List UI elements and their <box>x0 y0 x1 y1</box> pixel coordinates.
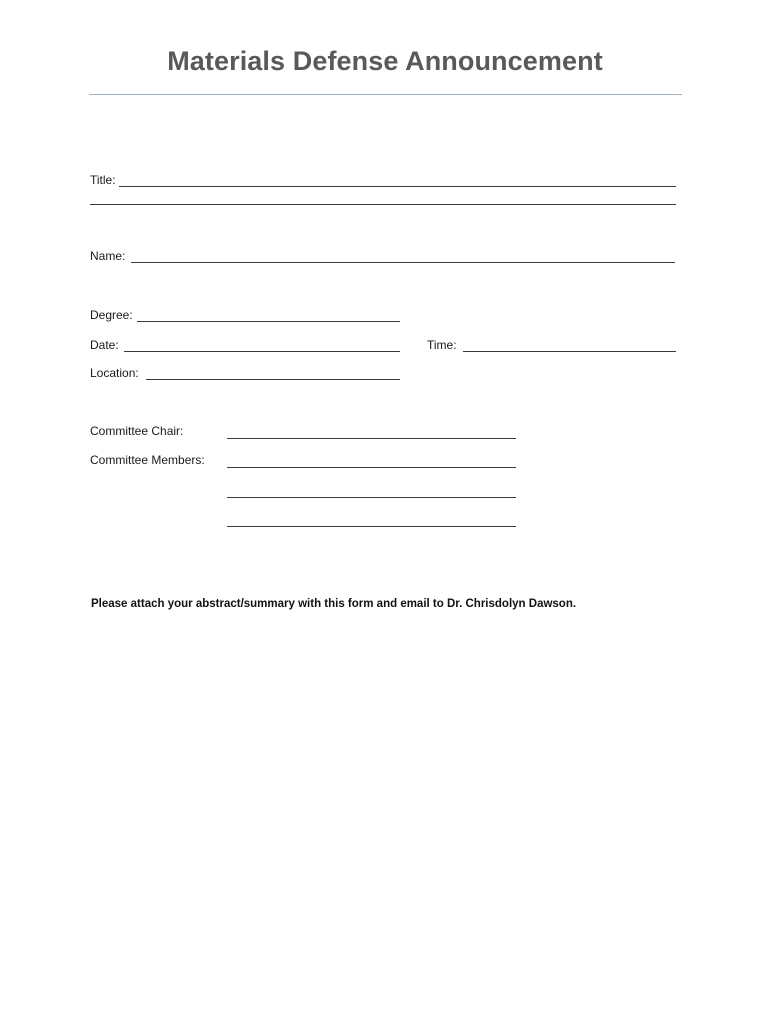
name-field-line[interactable] <box>131 262 675 263</box>
name-label: Name: <box>90 249 126 263</box>
time-label: Time: <box>427 338 457 352</box>
attachment-instructions: Please attach your abstract/summary with this form and email to Dr. Chrisdolyn Dawson. <box>91 598 577 610</box>
degree-label: Degree: <box>90 308 133 322</box>
location-label: Location: <box>90 366 139 380</box>
title-divider <box>89 94 682 95</box>
committee-member-field-line-1[interactable] <box>227 467 516 468</box>
committee-chair-label: Committee Chair: <box>90 424 184 438</box>
title-field-line-2[interactable] <box>90 204 676 205</box>
title-label: Title: <box>90 173 116 187</box>
degree-field-line[interactable] <box>137 321 400 322</box>
committee-chair-field-line[interactable] <box>227 438 516 439</box>
date-label: Date: <box>90 338 119 352</box>
time-field-line[interactable] <box>463 351 676 352</box>
title-field-line-1[interactable] <box>119 186 676 187</box>
committee-members-label: Committee Members: <box>90 453 205 467</box>
committee-member-field-line-3[interactable] <box>227 526 516 527</box>
date-field-line[interactable] <box>124 351 400 352</box>
location-field-line[interactable] <box>146 379 400 380</box>
page-title: Materials Defense Announcement <box>167 46 603 76</box>
committee-member-field-line-2[interactable] <box>227 497 516 498</box>
